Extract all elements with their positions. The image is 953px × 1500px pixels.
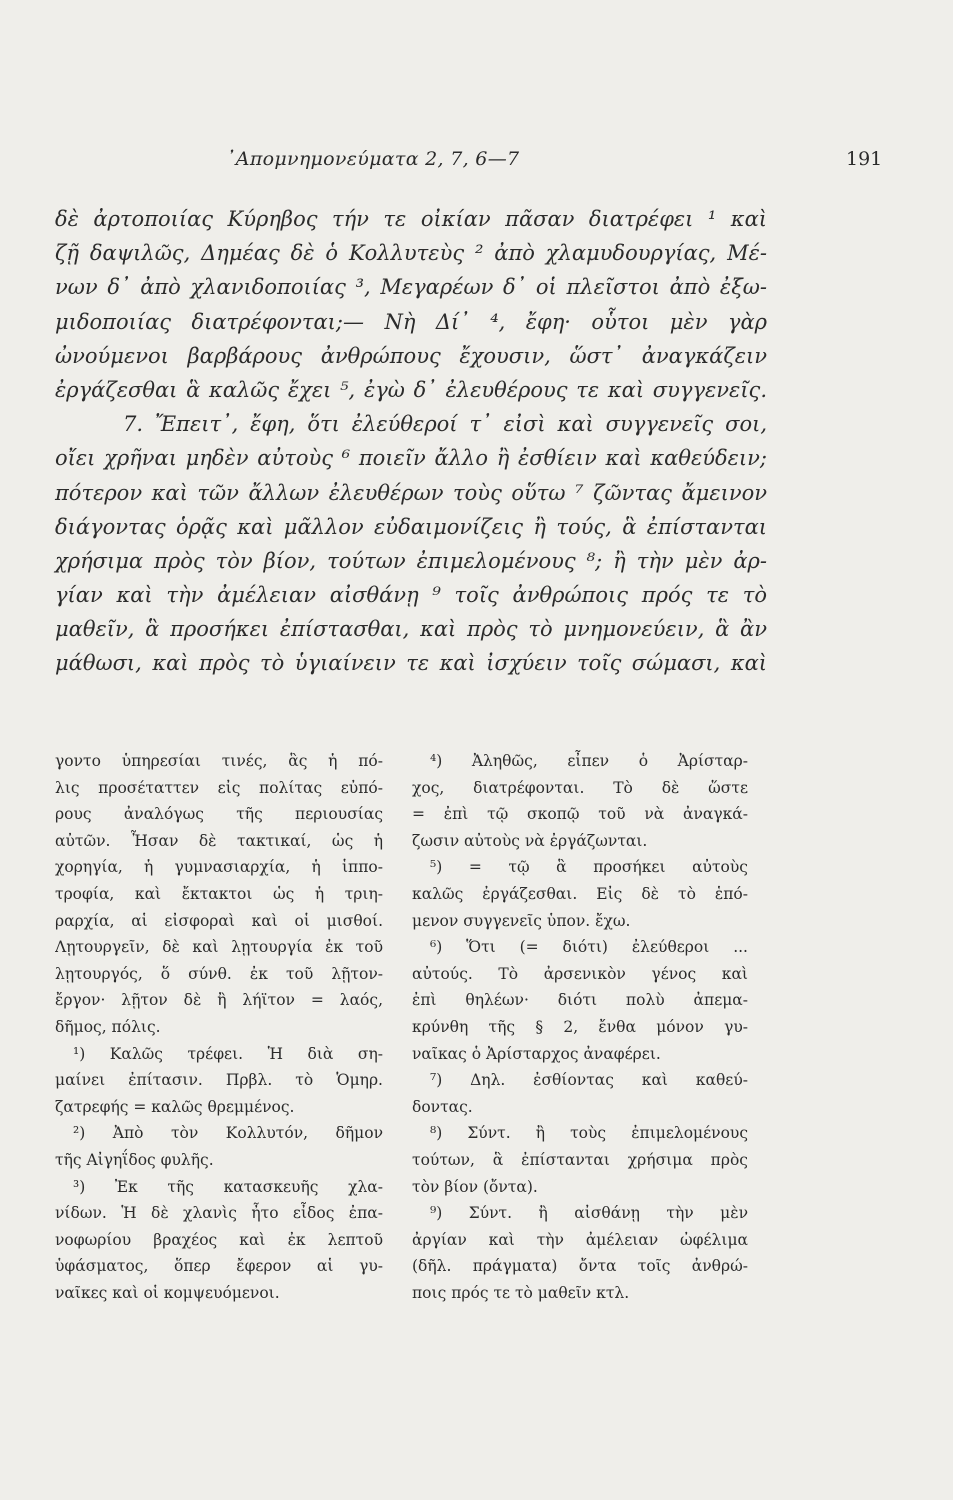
footnote-8: ⁸) Σύντ. ἢ τοὺς ἐπιμελομένους	[430, 1124, 748, 1143]
text-line: χρήσιμα πρὸς τὸν βίον, τούτων ἐπιμελομένους ⁸; ἢ τὴν μὲν ἀρ-	[55, 548, 767, 573]
footnote-5: ⁵) = τῷ ἃ προσήκει αὐτοὺς	[430, 858, 748, 877]
note-line: χος, διατρέφονται. Τὸ δὲ ὥστε	[412, 778, 748, 797]
text-line: μαθεῖν, ἃ προσήκει ἐπίστασθαι, καὶ πρὸς τὸ μνημονεύειν, ἃ ἂν	[55, 617, 767, 642]
note-line: κρύνθη τῆς § 2, ἔνθα μόνον γυ-	[412, 1017, 748, 1036]
page-header	[0, 148, 953, 180]
text-line: διάγοντας ὁρᾷς καὶ μᾶλλον εὐδαιμονίζεις ἢ τούς, ἃ ἐπίστανται	[55, 514, 767, 539]
text-line: πότερον καὶ τῶν ἄλλων ἐλευθέρων τοὺς οὕτω ⁷ ζῶντας ἄμεινον	[55, 480, 767, 505]
note-line: καλῶς ἐργάζεσθαι. Εἰς δὲ τὸ ἑπό-	[412, 884, 748, 903]
text-line: δὲ ἀρτοποιίας Κύρηβος τήν τε οἰκίαν πᾶσαν διατρέφει ¹ καὶ	[55, 207, 767, 231]
note-line: μαίνει ἐπίτασιν. Πρβλ. τὸ Ὁμηρ.	[55, 1071, 383, 1090]
note-line: χορηγία, ἡ γυμνασιαρχία, ἡ ἱππο-	[55, 858, 383, 877]
footnote-1: ¹) Καλῶς τρέφει. Ἡ διὰ ση-	[73, 1044, 383, 1063]
note-line: νίδων. Ἡ δὲ χλανὶς ἦτο εἶδος ἐπα-	[55, 1204, 383, 1223]
main-text	[55, 202, 767, 681]
note-line: ναῖκες καὶ οἱ κομψευόμενοι.	[55, 1283, 280, 1302]
note-line: νοφωρίου βραχέος καὶ ἐκ λεπτοῦ	[55, 1230, 383, 1249]
note-line: ἔργον· λῇτον δὲ ἢ λήϊτον = λαός,	[55, 991, 383, 1010]
note-line: ἀργίαν καὶ τὴν ἀμέλειαν ὠφέλιμα	[412, 1230, 748, 1249]
text-line: ζῇ δαψιλῶς, Δημέας δὲ ὁ Κολλυτεὺς ² ἀπὸ χλαμυδουργίας, Μέ-	[55, 241, 767, 266]
footnotes-left-column	[55, 748, 383, 1306]
note-line: αὐτούς. Τὸ ἀρσενικὸν γένος καὶ	[412, 964, 748, 983]
note-line: τροφία, καὶ ἔκτακτοι ὡς ἡ τριη-	[55, 884, 383, 903]
note-line: δοντας.	[412, 1097, 473, 1116]
note-line: ζωσιν αὐτοὺς νὰ ἐργάζωνται.	[412, 831, 648, 850]
footnote-7: ⁷) Δηλ. ἐσθίοντας καὶ καθεύ-	[430, 1071, 748, 1090]
note-line: τῆς Αἰγηΐδος φυλῆς.	[55, 1150, 214, 1169]
page-number: 191	[846, 148, 883, 170]
text-line: νων δ᾿ ἀπὸ χλανιδοποιίας ³, Μεγαρέων δ᾿ οἱ πλεῖστοι ἀπὸ ἐξω-	[55, 275, 767, 300]
note-line: μενον συγγενεῖς ὑπον. ἔχω.	[412, 911, 631, 930]
note-line: λῃτουργός, ὅ σύνθ. ἐκ τοῦ λῇτον-	[55, 964, 383, 983]
note-line: = ἐπὶ τῷ σκοπῷ τοῦ νὰ ἀναγκά-	[412, 805, 748, 824]
text-line: μάθωσι, καὶ πρὸς τὸ ὑγιαίνειν τε καὶ ἰσχύειν τοῖς σώμασι, καὶ	[55, 651, 767, 676]
note-line: τὸν βίον (ὄντα).	[412, 1177, 538, 1196]
note-line: ἐπὶ θηλέων· διότι πολὺ ἀπεμα-	[412, 991, 748, 1010]
footnote-2: ²) Ἀπὸ τὸν Κολλυτόν, δῆμον	[73, 1124, 383, 1143]
text-line: 7. Ἔπειτ᾿, ἔφη, ὅτι ἐλεύθεροί τ᾿ εἰσὶ καὶ συγγενεῖς σοι,	[123, 412, 767, 437]
note-line: Λῃτουργεῖν, δὲ καὶ λῃτουργία ἐκ τοῦ	[55, 938, 383, 957]
running-head: ᾿Απομνημονεύματα 2, 7, 6—7	[226, 148, 520, 170]
note-line: γοντο ὑπηρεσίαι τινές, ἃς ἡ πό-	[55, 752, 383, 770]
note-line: λις προσέταττεν εἰς πολίτας εὐπό-	[55, 778, 383, 797]
note-line: ρους ἀναλόγως τῆς περιουσίας	[55, 805, 383, 824]
note-line: ραρχία, αἱ εἰσφοραὶ καὶ οἱ μισθοί.	[55, 911, 383, 930]
text-line: μιδοποιίας διατρέφονται;— Νὴ Δί᾿ ⁴, ἔφη· οὗτοι μὲν γὰρ	[55, 309, 767, 334]
text-line: οἴει χρῆναι μηδὲν αὐτοὺς ⁶ ποιεῖν ἄλλο ἢ ἐσθίειν καὶ καθεύδειν;	[55, 446, 767, 471]
footnote-6: ⁶) Ὅτι (= διότι) ἐλεύθεροι ...	[430, 938, 748, 957]
note-line: αὐτῶν. Ἦσαν δὲ τακτικαί, ὡς ἡ	[55, 831, 383, 850]
note-line: δῆμος, πόλις.	[55, 1017, 161, 1036]
note-line: ποις πρός τε τὸ μαθεῖν κτλ.	[412, 1283, 630, 1302]
footnote-3: ³) Ἐκ τῆς κατασκευῆς χλα-	[73, 1177, 383, 1196]
footnote-9: ⁹) Σύντ. ἢ αἰσθάνῃ τὴν μὲν	[430, 1204, 748, 1223]
note-line: (δῆλ. πράγματα) ὄντα τοῖς ἀνθρώ-	[412, 1257, 748, 1276]
text-line: γίαν καὶ τὴν ἀμέλειαν αἰσθάνῃ ⁹ τοῖς ἀνθρώποις πρός τε τὸ	[55, 583, 767, 608]
text-line: ἐργάζεσθαι ἃ καλῶς ἔχει ⁵, ἐγὼ δ᾿ ἐλευθέρους τε καὶ συγγενεῖς.	[55, 377, 767, 402]
note-line: ζατρεφής = καλῶς θρεμμένος.	[55, 1097, 295, 1116]
note-line: ναῖκας ὁ Ἀρίσταρχος ἀναφέρει.	[412, 1044, 661, 1063]
footnote-4: ⁴) Ἀληθῶς, εἶπεν ὁ Ἀρίσταρ-	[430, 752, 748, 770]
text-line: ὠνούμενοι βαρβάρους ἀνθρώπους ἔχουσιν, ὥστ᾿ ἀναγκάζειν	[55, 343, 767, 368]
note-line: τούτων, ἃ ἐπίστανται χρήσιμα πρὸς	[412, 1150, 748, 1169]
note-line: ὑφάσματος, ὅπερ ἔφερον αἱ γυ-	[55, 1257, 383, 1276]
footnotes-right-column	[412, 748, 748, 1306]
